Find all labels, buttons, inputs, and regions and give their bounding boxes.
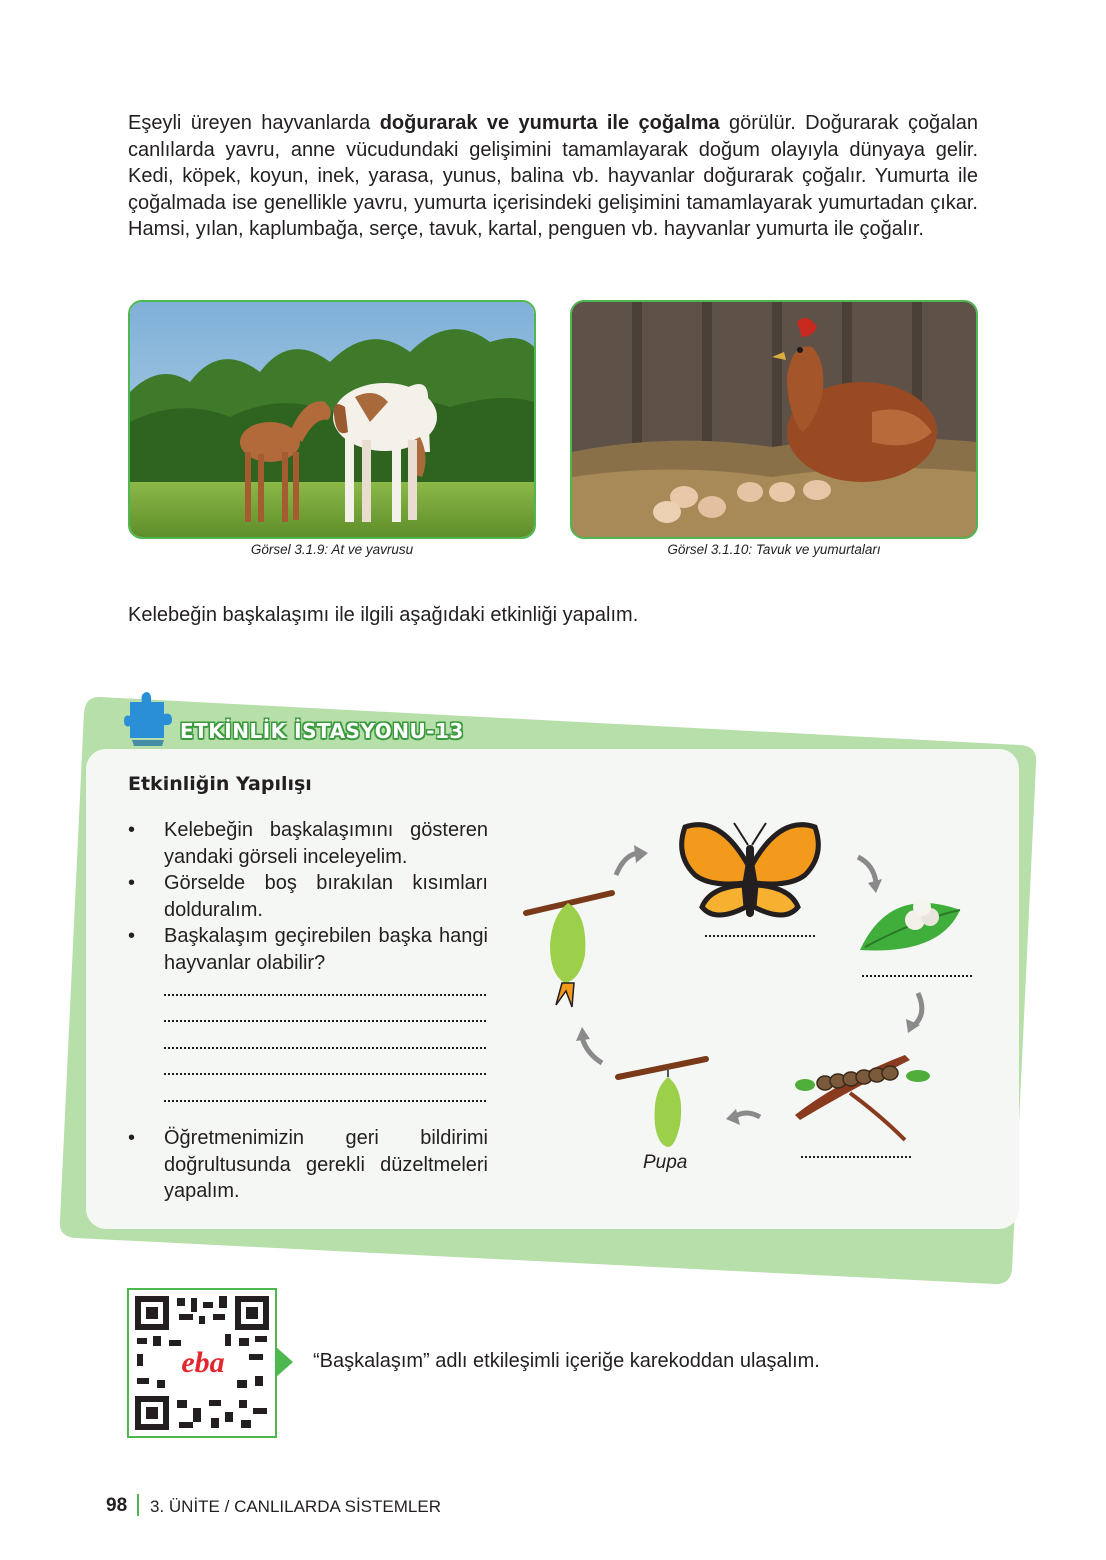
larva-blank[interactable]: [801, 1156, 911, 1158]
pupa-label: Pupa: [643, 1152, 688, 1173]
step-item: [128, 870, 488, 923]
unit-title: 3. ÜNİTE / CANLILARDA SİSTEMLER: [150, 1497, 441, 1516]
station-title: ETKİNLİK İSTASYONU-13: [180, 719, 464, 743]
step-text: Görselde boş bırakılan kısımları dolduralım.: [164, 872, 488, 921]
adult-blank[interactable]: [705, 935, 815, 937]
pupa-icon: [618, 1059, 706, 1147]
answer-line[interactable]: [164, 994, 486, 996]
activity-lead: Kelebeğin başkalaşımı ile ilgili aşağıdaki etkinliği yapalım.: [128, 604, 639, 626]
leaf-eggs-icon: [860, 898, 960, 951]
answer-line[interactable]: [164, 1047, 486, 1049]
step-item: [128, 1125, 488, 1205]
bullet-dot: •: [128, 925, 136, 947]
activity-steps: [128, 817, 488, 1205]
intro-text-2: görülür. Doğurarak çoğalan canlılarda yavru, anne vücudundaki gelişimini tamamlayarak doğum olayıyla dünyaya gelir. Kedi, köpek, koyun, inek, yarasa, yunus, balina vb. hayvanlar doğurarak çoğalır. Yumurta ile çoğalmada ise genellikle yavru, yumurta içerisindeki gelişimini tamamlayarak yumurtadan çıkar. Hamsi, yılan, kaplumbağa, serçe, tavuk, kartal, penguen vb. hayvanlar yumurta ile çoğalır.: [128, 112, 978, 240]
bullet-dot: •: [128, 1127, 136, 1149]
step-item: [128, 923, 488, 976]
activity-heading: Etkinliğin Yapılışı: [128, 773, 312, 795]
step-text: Kelebeğin başkalaşımını gösteren yandaki görseli inceleyelim.: [164, 819, 488, 868]
step-text: Başkalaşım geçirebilen başka hangi hayvanlar olabilir?: [164, 925, 488, 974]
answer-line[interactable]: [164, 1020, 486, 1022]
butterfly-icon: [682, 823, 819, 917]
emerging-chrysalis-icon: [526, 893, 612, 1007]
page-number: 98: [106, 1495, 128, 1516]
bullet-dot: •: [128, 819, 136, 841]
life-cycle-diagram: [520, 815, 990, 1175]
step-item: [128, 817, 488, 870]
bullet-dot: •: [128, 872, 136, 894]
qr-code[interactable]: [127, 1288, 277, 1438]
step-text: Öğretmenimizin geri bildirimi doğrultusunda gerekli düzeltmeleri yapalım.: [164, 1127, 488, 1202]
answer-line[interactable]: [164, 1073, 486, 1075]
intro-bold: doğurarak ve yumurta ile çoğalma: [379, 112, 720, 134]
qr-instruction: “Başkalaşım” adlı etkileşimli içeriğe karekoddan ulaşalım.: [313, 1350, 820, 1372]
answer-line[interactable]: [164, 1100, 486, 1102]
caterpillar-icon: [795, 1055, 930, 1140]
eba-logo: eba: [181, 1346, 225, 1379]
footer-divider: [137, 1494, 139, 1516]
egg-blank[interactable]: [862, 975, 972, 977]
intro-text-1: Eşeyli üreyen hayvanlarda: [128, 112, 380, 134]
horse-caption: Görsel 3.1.9: At ve yavrusu: [250, 542, 414, 557]
puzzle-icon: [124, 690, 174, 748]
qr-arrow-icon: [275, 1346, 293, 1378]
hen-caption: Görsel 3.1.10: Tavuk ve yumurtaları: [667, 542, 881, 557]
